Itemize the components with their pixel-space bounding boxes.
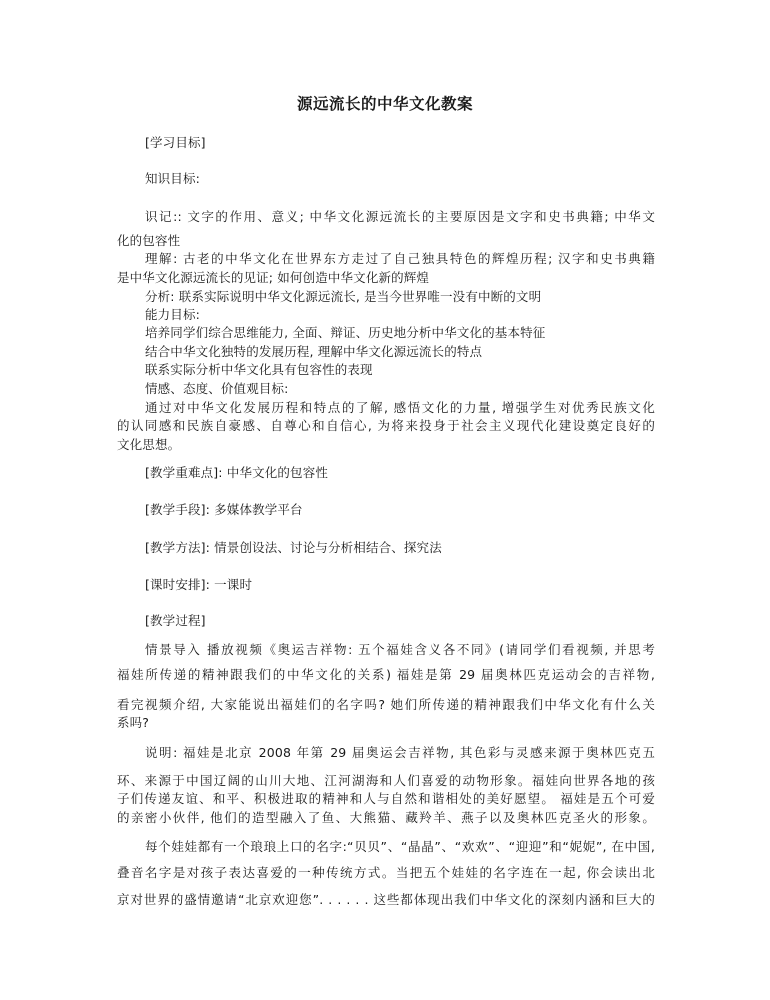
paragraph-line: 识记:: 文字的作用、意义; 中华文化源远流长的主要原因是文字和史书典籍; 中华文 xyxy=(145,209,655,224)
paragraph-line: 培养同学们综合思维能力, 全面、辩证、历史地分析中华文化的基本特征 xyxy=(145,325,546,340)
paragraph-line: 文化思想。 xyxy=(117,437,181,452)
paragraph-line: 通过对中华文化发展历程和特点的了解, 感悟文化的力量, 增强学生对优秀民族文化 xyxy=(145,400,655,415)
subheading-emotion-goals: 情感、态度、价值观目标: xyxy=(145,381,289,396)
section-heading-teaching-methods: [教学方法]: 情景创设法、讨论与分析相结合、探究法 xyxy=(145,540,442,555)
paragraph-line: 说明: 福娃是北京 2008 年第 29 届奥运会吉祥物, 其色彩与灵感来源于奥林匹克五 xyxy=(145,745,655,760)
paragraph-line: 情景导入 播放视频《奥运吉祥物: 五个福娃含义各不同》(请同学们看视频, 并思考 xyxy=(145,642,655,657)
paragraph-line: 看完视频介绍, 大家能说出福娃们的名字吗? 她们所传递的精神跟我们中华文化有什么关 xyxy=(117,697,655,712)
subheading-knowledge-goals: 知识目标: xyxy=(145,171,200,186)
paragraph-line: 子们传递友谊、和平、积极进取的精神和人与自然和谐相处的美好愿望。 福娃是五个可爱 xyxy=(117,791,655,806)
paragraph-line: 理解: 古老的中华文化在世界东方走过了自己独具特色的辉煌历程; 汉字和史书典籍 xyxy=(145,251,655,266)
paragraph-line: 系吗? xyxy=(117,715,150,730)
paragraph-line: 结合中华文化独特的发展历程, 理解中华文化源远流长的特点 xyxy=(145,344,483,359)
section-heading-teaching-means: [教学手段]: 多媒体教学平台 xyxy=(145,502,303,517)
paragraph-line: 是中华文化源远流长的见证; 如何创造中华文化新的辉煌 xyxy=(117,270,430,285)
section-heading-key-points: [教学重难点]: 中华文化的包容性 xyxy=(145,465,328,480)
paragraph-line: 联系实际分析中华文化具有包容性的表现 xyxy=(145,362,373,377)
section-heading-learning-goals: [学习目标] xyxy=(145,135,206,150)
paragraph-line: 的认同感和民族自豪感、自尊心和自信心, 为将来投身于社会主义现代化建设奠定良好的 xyxy=(117,418,655,433)
page-title: 源远流长的中华文化教案 xyxy=(296,95,473,113)
subheading-ability-goals: 能力目标: xyxy=(145,307,200,322)
paragraph-line: 分析: 联系实际说明中华文化源远流长, 是当今世界唯一没有中断的文明 xyxy=(145,289,542,304)
paragraph-line: 叠音名字是对孩子表达喜爱的一种传统方式。当把五个娃娃的名字连在一起, 你会读出北 xyxy=(117,865,655,880)
paragraph-line: 京对世界的盛情邀请“北京欢迎您”. . . . . . 这些都体现出我们中华文化的深刻内涵和巨大的 xyxy=(117,892,655,907)
paragraph-line: 福娃所传递的精神跟我们的中华文化的关系) 福娃是第 29 届奥林匹克运动会的吉祥物, xyxy=(117,667,655,682)
paragraph-line: 化的包容性 xyxy=(117,233,181,248)
paragraph-line: 环、来源于中国辽阔的山川大地、江河湖海和人们喜爱的动物形象。福娃向世界各地的孩 xyxy=(117,773,655,788)
paragraph-line: 的亲密小伙伴, 他们的造型融入了鱼、大熊猫、藏羚羊、燕子以及奥林匹克圣火的形象。 xyxy=(117,810,655,825)
section-heading-teaching-process: [教学过程] xyxy=(145,613,206,628)
paragraph-line: 每个娃娃都有一个琅琅上口的名字:“贝贝”、“晶晶”、“欢欢”、“迎迎”和“妮妮”, 在中国, xyxy=(145,839,655,854)
section-heading-class-hours: [课时安排]: 一课时 xyxy=(145,577,253,592)
